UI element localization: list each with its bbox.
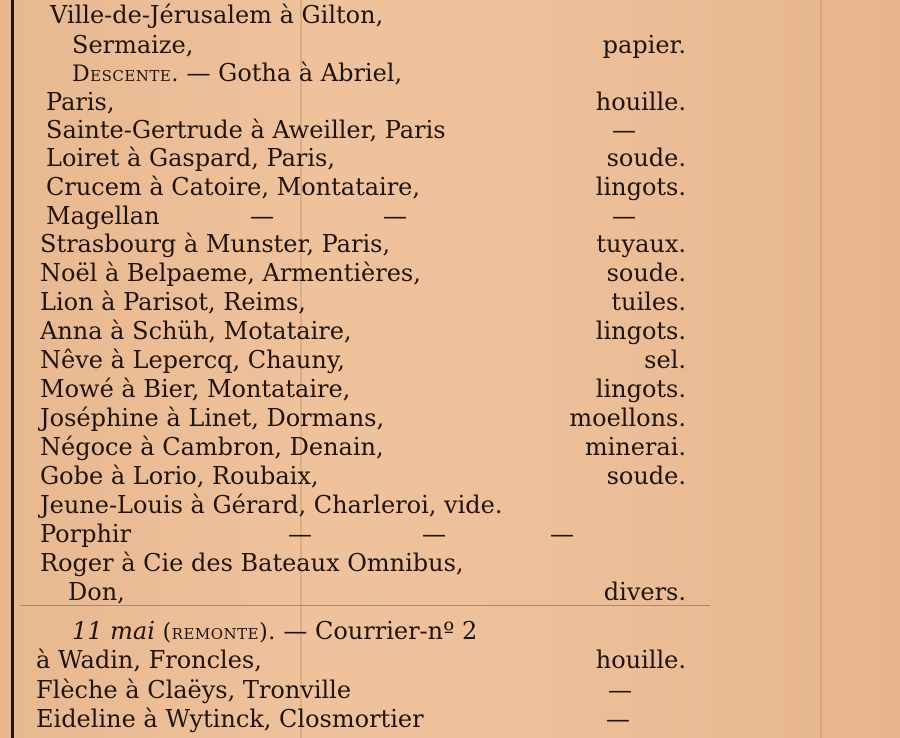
entry-text: Loiret à Gaspard, Paris, (46, 144, 335, 172)
cargo-text: moellons. (569, 404, 686, 432)
entry-text: Don, (68, 578, 125, 606)
entry-text: Joséphine à Linet, Dormans, (40, 404, 385, 432)
ditto-mark: — (608, 676, 632, 704)
entry-text: Mowé à Bier, Montataire, (40, 375, 351, 403)
entry-text: Ville-de-Jérusalem à Gilton, (50, 1, 384, 29)
entry-text: Nêve à Lepercq, Chauny, (40, 346, 345, 374)
cargo-text: lingots. (595, 317, 686, 345)
entry-text: à Wadin, Froncles, (36, 646, 262, 674)
cargo-text: soude. (606, 259, 686, 287)
cargo-text: minerai. (584, 433, 686, 461)
entry-text: Sainte-Gertrude à Aweiller, Paris (46, 116, 446, 144)
entry-text: Jeune-Louis à Gérard, Charleroi, vide. (40, 491, 503, 519)
section-heading-descente (72, 58, 402, 88)
section-heading-remonte (72, 616, 477, 646)
entry-text: Lion à Parisot, Reims, (40, 288, 306, 316)
cargo-text: divers. (603, 578, 686, 606)
cargo-text: soude. (606, 462, 686, 490)
cargo-text: houille. (595, 88, 686, 116)
ditto-mark: — (612, 116, 636, 144)
entry-text: Magellan (46, 202, 160, 230)
remonte-entry: — Courrier-nº 2 (283, 617, 478, 645)
column-rule (11, 0, 14, 738)
descente-label: Descente. (72, 62, 179, 87)
ditto-mark: — (288, 520, 312, 548)
entry-text: Anna à Schüh, Motataire, (40, 317, 352, 345)
entry-text: Porphir (40, 520, 132, 548)
entry-text: Roger à Cie des Bateaux Omnibus, (40, 549, 464, 577)
remonte-date: 11 mai (72, 617, 155, 645)
entry-text: Flèche à Claëys, Tronville (36, 676, 352, 704)
section-divider (20, 605, 710, 606)
cargo-text: soude. (606, 144, 686, 172)
descente-entry: — Gotha à Abriel, (186, 59, 403, 87)
ditto-mark: — (612, 202, 636, 230)
cargo-text: sel. (644, 346, 686, 374)
cargo-text: houille. (595, 646, 686, 674)
entry-text: Noël à Belpaeme, Armentières, (40, 259, 421, 287)
entry-text: Sermaize, (72, 31, 194, 59)
entry-text: Strasbourg à Munster, Paris, (40, 230, 391, 258)
cargo-text: tuyaux. (596, 230, 686, 258)
entry-text: Négoce à Cambron, Denain, (40, 433, 384, 461)
cargo-text: lingots. (595, 173, 686, 201)
entry-text: Paris, (46, 88, 115, 116)
entry-text: Crucem à Catoire, Montataire, (46, 173, 421, 201)
entry-text: Eideline à Wytinck, Closmortier (36, 705, 424, 733)
cargo-text: lingots. (595, 375, 686, 403)
remonte-label: (remonte). (162, 620, 276, 645)
ditto-mark: — (383, 202, 407, 230)
paper-fold (820, 0, 822, 738)
ditto-mark: — (422, 520, 446, 548)
entry-text: Gobe à Lorio, Roubaix, (40, 462, 319, 490)
ditto-mark: — (606, 705, 630, 733)
cargo-text: papier. (602, 31, 686, 59)
ditto-mark: — (550, 520, 574, 548)
cargo-text: tuiles. (611, 288, 686, 316)
ditto-mark: — (250, 202, 274, 230)
